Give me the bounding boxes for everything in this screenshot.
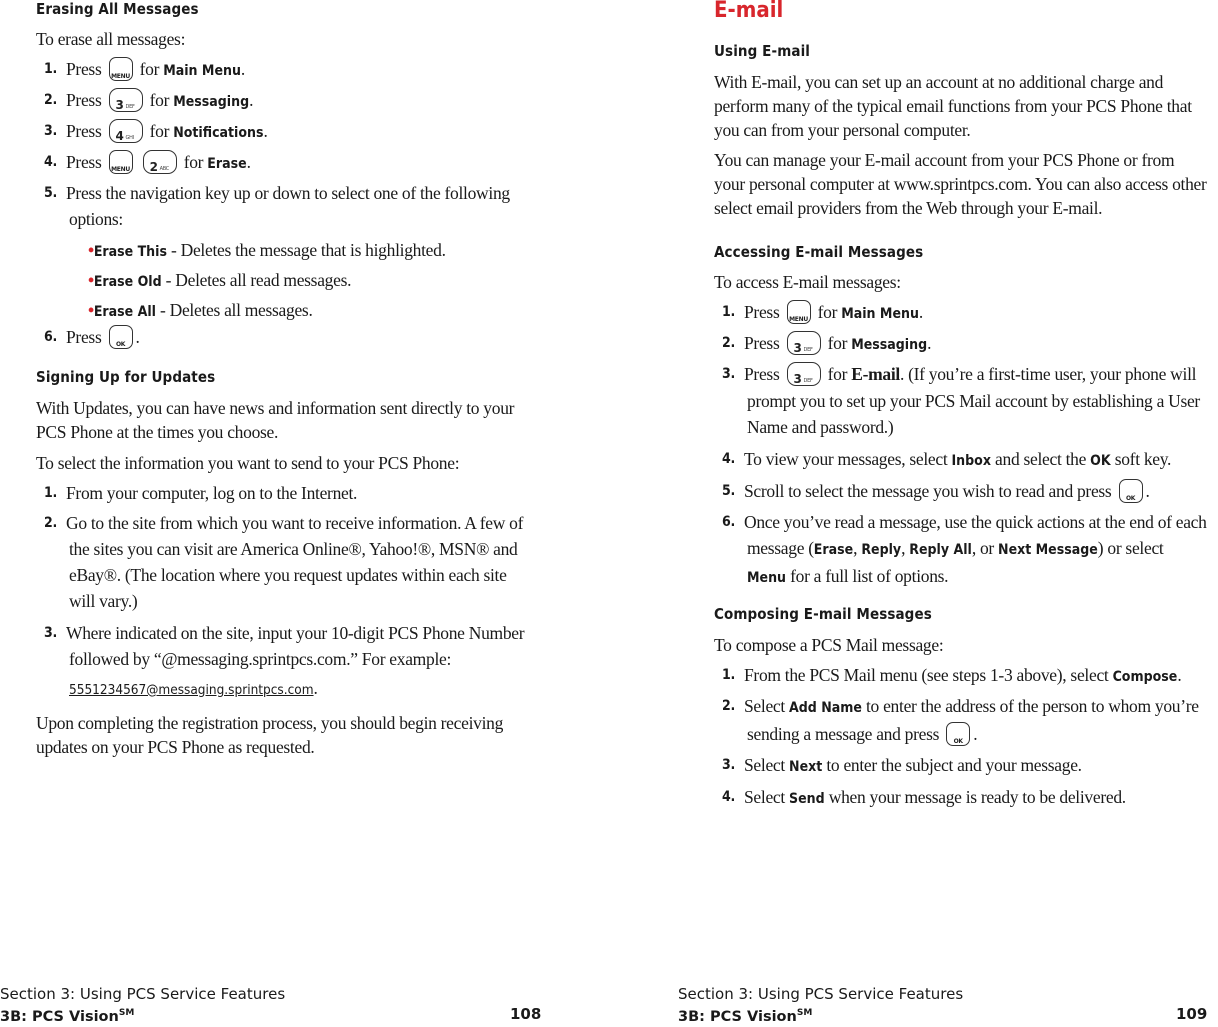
updates-step-2: 2. Go to the site from which you want to receive information. A few of the sites you can visit are America Online®, Yahoo!®, MSN® and eBay®. (The location where you request updates within each site will vary.) bbox=[44, 513, 524, 611]
access-step-2: 2. Press 3 DEF for Messaging. bbox=[714, 330, 1218, 361]
updates-step-3: 3. Where indicated on the site, input your 10-digit PCS Phone Number followed by “@messaging.sprintpcs.com.” For example: 5551234567@messaging.sprintpcs.com. bbox=[44, 623, 525, 698]
right-footer-section: Section 3: Using PCS Service Features bbox=[678, 985, 964, 1003]
using-email-heading: Using E-mail bbox=[714, 42, 811, 60]
compose-step-4: 4. Select Send when your message is ready to be delivered. bbox=[722, 787, 1126, 807]
key-3-icon: 3 DEF bbox=[787, 331, 821, 355]
left-footer-chapter: 3B: PCS Vision℠ bbox=[0, 1008, 135, 1025]
erase-step-1: 1. Press MENU for Main Menu. bbox=[36, 56, 541, 87]
erase-step-5: 5. Press the navigation key up or down to select one of the following options: bbox=[44, 183, 510, 229]
compose-step-2: 2. Select Add Name to enter the address of the person to whom you’re sending a message and press OK . bbox=[722, 696, 1199, 745]
composing-intro: To compose a PCS Mail message: bbox=[714, 635, 944, 655]
right-page-number: 109 bbox=[1176, 1005, 1208, 1023]
access-step-3: 3. Press 3 DEF for E-mail. (If you’re a first-time user, your phone will prompt you to set up your PCS Mail account by establishing a User Name and password.) bbox=[714, 361, 1218, 440]
example-email-link[interactable]: 5551234567@messaging.sprintpcs.com bbox=[69, 682, 314, 698]
updates-heading: Signing Up for Updates bbox=[36, 368, 216, 386]
key-2-icon: 2 ABC bbox=[143, 150, 177, 174]
access-step-5: 5. Scroll to select the message you wish to read and press OK . bbox=[714, 478, 1218, 509]
left-footer-section: Section 3: Using PCS Service Features bbox=[0, 985, 286, 1003]
erase-step-3: 3. Press 4 GHI for Notifications. bbox=[36, 118, 541, 149]
right-footer-chapter: 3B: PCS Vision℠ bbox=[678, 1008, 813, 1025]
compose-step-3: 3. Select Next to enter the subject and your message. bbox=[722, 755, 1082, 775]
accessing-heading: Accessing E-mail Messages bbox=[714, 243, 924, 261]
key-3-icon: 3 DEF bbox=[787, 362, 821, 386]
updates-steps bbox=[36, 480, 541, 703]
erase-heading: Erasing All Messages bbox=[36, 0, 199, 18]
menu-key-icon: MENU bbox=[109, 57, 133, 81]
erase-option-this: •Erase This - Deletes the message that is highlighted. bbox=[88, 240, 446, 260]
updates-closing: Upon completing the registration process, you should begin receiving updates on your PCS Phone as requested. bbox=[36, 713, 504, 757]
compose-step-1: 1. From the PCS Mail menu (see steps 1-3 above), select Compose. bbox=[722, 665, 1182, 685]
composing-heading: Composing E-mail Messages bbox=[714, 605, 932, 623]
erase-steps bbox=[36, 56, 541, 232]
access-step-4: 4. To view your messages, select Inbox and select the OK soft key. bbox=[722, 448, 1172, 469]
ok-key-icon: OK bbox=[946, 722, 970, 746]
accessing-steps bbox=[714, 299, 1218, 591]
ok-key-icon: OK bbox=[109, 325, 133, 349]
menu-key-icon: MENU bbox=[787, 300, 811, 324]
erase-option-old: •Erase Old - Deletes all read messages. bbox=[88, 270, 352, 290]
key-3-icon: 3 DEF bbox=[109, 88, 143, 112]
left-page-number: 108 bbox=[510, 1005, 542, 1023]
right-footer bbox=[678, 985, 963, 1027]
right-page bbox=[714, 0, 1218, 1023]
erase-options-list bbox=[36, 236, 541, 326]
left-page bbox=[36, 0, 541, 1023]
access-step-6: 6. Once you’ve read a message, use the quick actions at the end of each message (Erase, Reply, Reply All, or Next Message) or select Menu for a full list of options. bbox=[722, 511, 1207, 586]
erase-option-all: •Erase All - Deletes all messages. bbox=[88, 300, 313, 320]
key-4-icon: 4 GHI bbox=[109, 119, 143, 143]
ok-key-icon: OK bbox=[1119, 479, 1143, 503]
email-title: E-mail bbox=[714, 0, 784, 23]
updates-intro: With Updates, you can have news and information sent directly to your PCS Phone at the times you choose. To select the information you want to send to your PCS Phone: bbox=[36, 398, 515, 473]
erase-intro: To erase all messages: bbox=[36, 29, 186, 49]
using-email-text: With E-mail, you can set up an account at no additional charge and perform many of the typical email functions from your PCS Phone that you can from your personal computer. You can manage your E-mail account from your PCS Phone or from your personal computer at www.sprintpcs.com. You can also access other select email providers from the Web through your E-mail. bbox=[714, 72, 1207, 218]
erase-step-2: 2. Press 3 DEF for Messaging. bbox=[36, 87, 541, 118]
access-step-1: 1. Press MENU for Main Menu. bbox=[714, 299, 1218, 330]
left-footer bbox=[0, 985, 285, 1027]
menu-key-icon: MENU bbox=[109, 150, 133, 174]
erase-section bbox=[36, 0, 199, 18]
updates-step-1: 1. From your computer, log on to the Internet. bbox=[44, 483, 358, 503]
accessing-intro: To access E-mail messages: bbox=[714, 272, 901, 292]
erase-step-4: 4. Press MENU 2 ABC for Erase. bbox=[36, 149, 541, 180]
erase-step-6: 6. Press OK . bbox=[36, 324, 541, 351]
composing-steps bbox=[714, 662, 1218, 812]
